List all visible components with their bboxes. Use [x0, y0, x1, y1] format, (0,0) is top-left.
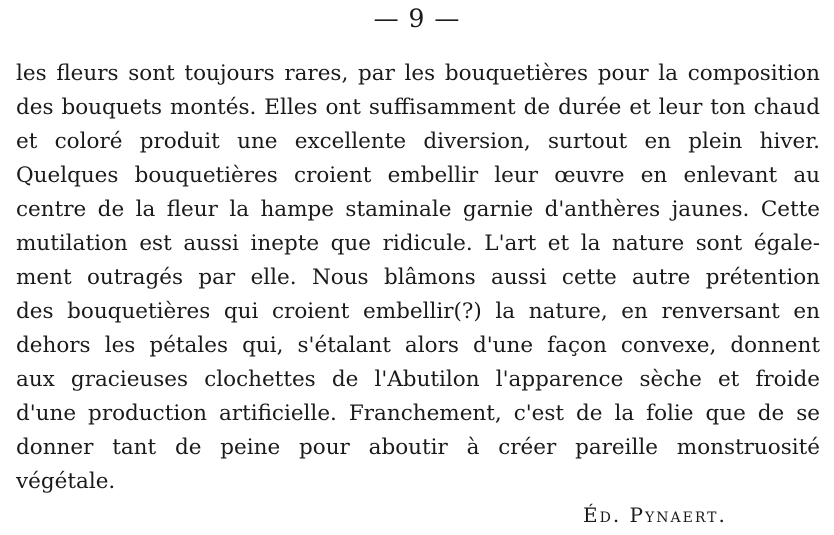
text-line: et coloré produit une excellente diversion, surtout en plein hiver. [16, 129, 820, 154]
text-line: d'une production artificielle. Franchement, c'est de la folie que de se [16, 401, 820, 426]
text-line: aux gracieuses clochettes de l'Abutilon l'apparence sèche et froide [16, 367, 820, 392]
text-line: mutilation est aussi inepte que ridicule. L'art et la nature sont égale- [16, 231, 820, 256]
text-line: des bouquets montés. Elles ont suffisamment de durée et leur ton chaud [16, 95, 820, 120]
author-signature: Éd. Pynaert. [583, 503, 727, 527]
text-line: Quelques bouquetières croient embellir leur œuvre en enlevant au [16, 163, 820, 188]
page-number: — 9 — [373, 4, 461, 33]
text-line: végétale. [16, 469, 116, 494]
text-line: donner tant de peine pour aboutir à créer pareille monstruosité [16, 435, 820, 460]
text-line: des bouquetières qui croient embellir(?) la nature, en renversant en [16, 299, 820, 324]
body-paragraph [16, 57, 820, 499]
text-line: centre de la fleur la hampe staminale garnie d'anthères jaunes. Cette [16, 197, 820, 222]
text-line: dehors les pétales qui, s'étalant alors d'une façon convexe, donnent [16, 333, 820, 358]
text-line: ment outragés par elle. Nous blâmons aussi cette autre prétention [16, 265, 820, 290]
text-line: les fleurs sont toujours rares, par les bouquetières pour la composition [16, 61, 820, 86]
